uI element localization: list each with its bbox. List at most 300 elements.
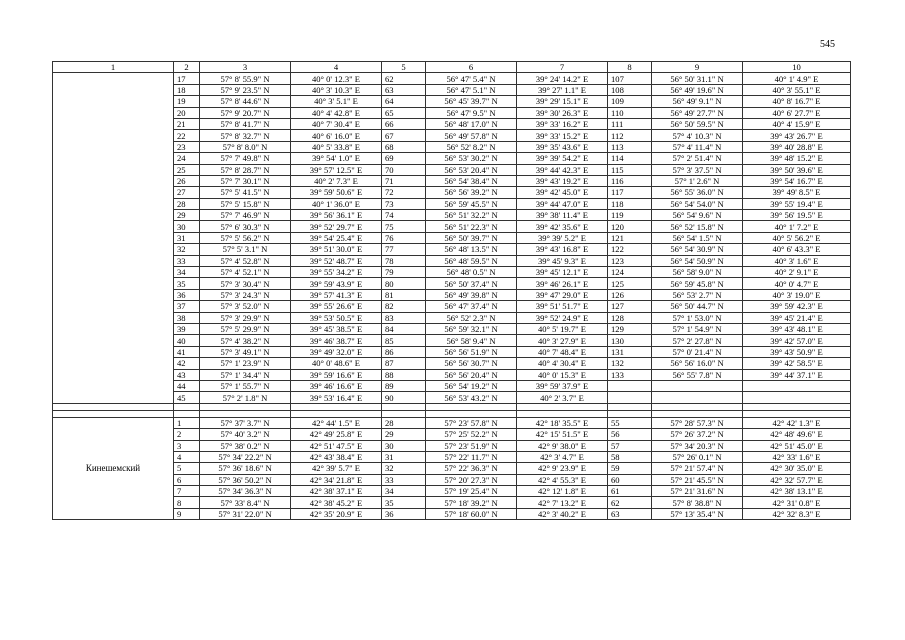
longitude-cell: 42° 12' 1.8" E <box>517 486 608 497</box>
longitude-cell: 39° 55' 26.6" E <box>291 301 382 312</box>
point-number: 65 <box>382 107 426 118</box>
latitude-cell: 56° 54' 50.9" N <box>652 255 743 266</box>
spacer-cell <box>382 403 426 410</box>
latitude-cell: 56° 59' 45.5" N <box>426 198 517 209</box>
latitude-cell: 57° 23' 57.8" N <box>426 417 517 428</box>
longitude-cell: 39° 24' 14.2" E <box>517 73 608 84</box>
point-number: 36 <box>174 289 200 300</box>
spacer-cell <box>743 410 851 417</box>
latitude-cell: 57° 8' 44.6" N <box>200 96 291 107</box>
spacer-cell <box>652 410 743 417</box>
longitude-cell: 39° 42' 58.5" E <box>743 358 851 369</box>
longitude-cell: 40° 1' 7.2" E <box>743 221 851 232</box>
latitude-cell: 57° 3' 49.1" N <box>200 346 291 357</box>
latitude-cell: 56° 53' 30.2" N <box>426 153 517 164</box>
latitude-cell: 56° 58' 9.4" N <box>426 335 517 346</box>
latitude-cell: 56° 49' 57.8" N <box>426 130 517 141</box>
latitude-cell: 56° 48' 59.5" N <box>426 255 517 266</box>
longitude-cell: 39° 40' 28.8" E <box>743 141 851 152</box>
latitude-cell: 57° 1' 23.9" N <box>200 358 291 369</box>
latitude-cell: 56° 49' 39.8" N <box>426 289 517 300</box>
longitude-cell: 39° 38' 11.4" E <box>517 210 608 221</box>
point-number: 20 <box>174 107 200 118</box>
latitude-cell: 57° 2' 27.8" N <box>652 335 743 346</box>
longitude-cell: 42° 34' 21.8" E <box>291 474 382 485</box>
point-number: 123 <box>608 255 652 266</box>
longitude-cell: 39° 46' 16.6" E <box>291 380 382 391</box>
point-number: 34 <box>382 486 426 497</box>
point-number: 63 <box>382 84 426 95</box>
point-number: 60 <box>608 474 652 485</box>
point-number: 79 <box>382 267 426 278</box>
latitude-cell: 57° 7' 30.1" N <box>200 175 291 186</box>
longitude-cell: 39° 59' 37.9" E <box>517 380 608 391</box>
longitude-cell: 39° 35' 43.6" E <box>517 141 608 152</box>
point-number: 126 <box>608 289 652 300</box>
point-number: 55 <box>608 417 652 428</box>
latitude-cell: 57° 5' 41.5" N <box>200 187 291 198</box>
point-number: 116 <box>608 175 652 186</box>
longitude-cell: 39° 52' 48.7" E <box>291 255 382 266</box>
latitude-cell: 56° 51' 32.2" N <box>426 210 517 221</box>
longitude-cell: 42° 49' 25.8" E <box>291 429 382 440</box>
point-number: 26 <box>174 175 200 186</box>
longitude-cell: 42° 42' 1.3" E <box>743 417 851 428</box>
point-number: 33 <box>174 255 200 266</box>
longitude-cell: 39° 42' 35.6" E <box>517 221 608 232</box>
latitude-cell: 56° 56' 16.0" N <box>652 358 743 369</box>
spacer-cell <box>608 403 652 410</box>
longitude-cell: 42° 38' 37.1" E <box>291 486 382 497</box>
point-number: 41 <box>174 346 200 357</box>
latitude-cell <box>652 392 743 403</box>
latitude-cell: 56° 53' 2.7" N <box>652 289 743 300</box>
longitude-cell: 40° 5' 33.8" E <box>291 141 382 152</box>
point-number <box>608 392 652 403</box>
latitude-cell: 56° 58' 9.0" N <box>652 267 743 278</box>
latitude-cell: 56° 47' 5.4" N <box>426 73 517 84</box>
longitude-cell: 39° 53' 16.4" E <box>291 392 382 403</box>
latitude-cell: 57° 1' 55.7" N <box>200 380 291 391</box>
point-number: 61 <box>608 486 652 497</box>
latitude-cell: 57° 5' 56.2" N <box>200 232 291 243</box>
longitude-cell: 39° 45' 12.1" E <box>517 267 608 278</box>
latitude-cell: 57° 36' 50.2" N <box>200 474 291 485</box>
point-number: 28 <box>382 417 426 428</box>
point-number: 59 <box>608 463 652 474</box>
longitude-cell: 42° 33' 1.6" E <box>743 451 851 462</box>
point-number: 80 <box>382 278 426 289</box>
point-number: 27 <box>174 187 200 198</box>
point-number: 82 <box>382 301 426 312</box>
point-number: 89 <box>382 380 426 391</box>
latitude-cell: 57° 38' 0.2" N <box>200 440 291 451</box>
latitude-cell: 57° 18' 39.2" N <box>426 497 517 508</box>
coordinates-table <box>52 61 851 520</box>
latitude-cell: 57° 4' 38.2" N <box>200 335 291 346</box>
longitude-cell: 39° 52' 29.7" E <box>291 221 382 232</box>
point-number: 22 <box>174 130 200 141</box>
latitude-cell: 57° 31' 22.0" N <box>200 508 291 519</box>
latitude-cell: 56° 59' 32.1" N <box>426 323 517 334</box>
point-number: 121 <box>608 232 652 243</box>
longitude-cell: 39° 55' 19.4" E <box>743 198 851 209</box>
latitude-cell: 56° 56' 51.9" N <box>426 346 517 357</box>
point-number: 30 <box>382 440 426 451</box>
longitude-cell: 39° 54' 1.0" E <box>291 153 382 164</box>
latitude-cell: 56° 53' 20.4" N <box>426 164 517 175</box>
point-number: 45 <box>174 392 200 403</box>
column-header: 10 <box>743 62 851 73</box>
latitude-cell: 56° 52' 15.8" N <box>652 221 743 232</box>
longitude-cell: 40° 6' 16.0" E <box>291 130 382 141</box>
latitude-cell: 57° 5' 29.9" N <box>200 323 291 334</box>
latitude-cell: 56° 47' 37.4" N <box>426 301 517 312</box>
longitude-cell: 39° 59' 50.6" E <box>291 187 382 198</box>
latitude-cell: 57° 19' 25.4" N <box>426 486 517 497</box>
latitude-cell: 57° 22' 11.7" N <box>426 451 517 462</box>
latitude-cell: 57° 8' 32.7" N <box>200 130 291 141</box>
point-number: 42 <box>174 358 200 369</box>
point-number: 9 <box>174 508 200 519</box>
spacer-cell <box>53 410 174 417</box>
column-header: 7 <box>517 62 608 73</box>
latitude-cell: 56° 50' 39.7" N <box>426 232 517 243</box>
latitude-cell: 57° 1' 54.9" N <box>652 323 743 334</box>
point-number: 70 <box>382 164 426 175</box>
spacer-row <box>53 403 851 410</box>
longitude-cell: 42° 7' 13.2" E <box>517 497 608 508</box>
latitude-cell: 57° 7' 49.8" N <box>200 153 291 164</box>
point-number: 111 <box>608 118 652 129</box>
latitude-cell: 56° 55' 36.0" N <box>652 187 743 198</box>
latitude-cell: 57° 36' 18.6" N <box>200 463 291 474</box>
latitude-cell: 57° 37' 3.7" N <box>200 417 291 428</box>
latitude-cell: 57° 28' 57.3" N <box>652 417 743 428</box>
point-number: 17 <box>174 73 200 84</box>
point-number: 56 <box>608 429 652 440</box>
longitude-cell: 42° 32' 57.7" E <box>743 474 851 485</box>
longitude-cell: 40° 0' 48.6" E <box>291 358 382 369</box>
longitude-cell <box>743 392 851 403</box>
point-number: 32 <box>174 244 200 255</box>
longitude-cell: 39° 52' 24.9" E <box>517 312 608 323</box>
point-number: 39 <box>174 323 200 334</box>
longitude-cell: 39° 54' 16.7" E <box>743 175 851 186</box>
point-number: 120 <box>608 221 652 232</box>
point-number: 119 <box>608 210 652 221</box>
longitude-cell: 39° 57' 41.3" E <box>291 289 382 300</box>
spacer-cell <box>517 410 608 417</box>
latitude-cell: 57° 8' 28.7" N <box>200 164 291 175</box>
latitude-cell: 56° 52' 8.2" N <box>426 141 517 152</box>
point-number: 130 <box>608 335 652 346</box>
latitude-cell: 57° 34' 36.3" N <box>200 486 291 497</box>
point-number: 75 <box>382 221 426 232</box>
longitude-cell: 42° 31' 0.8" E <box>743 497 851 508</box>
longitude-cell: 39° 43' 50.9" E <box>743 346 851 357</box>
longitude-cell: 40° 5' 56.2" E <box>743 232 851 243</box>
spacer-row <box>53 410 851 417</box>
latitude-cell: 57° 26' 0.1" N <box>652 451 743 462</box>
longitude-cell: 39° 59' 43.9" E <box>291 278 382 289</box>
point-number: 131 <box>608 346 652 357</box>
spacer-cell <box>200 410 291 417</box>
column-header: 9 <box>652 62 743 73</box>
longitude-cell: 39° 54' 25.4" E <box>291 232 382 243</box>
longitude-cell: 39° 43' 26.7" E <box>743 130 851 141</box>
spacer-cell <box>291 403 382 410</box>
point-number: 21 <box>174 118 200 129</box>
point-number: 133 <box>608 369 652 380</box>
column-header: 6 <box>426 62 517 73</box>
latitude-cell: 57° 5' 3.1" N <box>200 244 291 255</box>
point-number: 8 <box>174 497 200 508</box>
longitude-cell: 42° 43' 38.4" E <box>291 451 382 462</box>
point-number: 62 <box>608 497 652 508</box>
longitude-cell: 39° 33' 16.2" E <box>517 118 608 129</box>
longitude-cell: 39° 43' 16.8" E <box>517 244 608 255</box>
latitude-cell: 56° 45' 39.7" N <box>426 96 517 107</box>
latitude-cell: 56° 48' 17.0" N <box>426 118 517 129</box>
longitude-cell: 40° 4' 15.9" E <box>743 118 851 129</box>
point-number: 90 <box>382 392 426 403</box>
longitude-cell: 42° 32' 8.3" E <box>743 508 851 519</box>
latitude-cell: 56° 49' 27.7" N <box>652 107 743 118</box>
point-number: 18 <box>174 84 200 95</box>
latitude-cell: 57° 1' 34.4" N <box>200 369 291 380</box>
column-header: 3 <box>200 62 291 73</box>
region-name <box>53 73 174 403</box>
point-number: 117 <box>608 187 652 198</box>
longitude-cell: 42° 3' 4.7" E <box>517 451 608 462</box>
latitude-cell: 56° 54' 30.9" N <box>652 244 743 255</box>
point-number: 128 <box>608 312 652 323</box>
longitude-cell <box>743 380 851 391</box>
point-number: 6 <box>174 474 200 485</box>
longitude-cell: 40° 3' 19.0" E <box>743 289 851 300</box>
latitude-cell: 56° 48' 0.5" N <box>426 267 517 278</box>
longitude-cell: 39° 50' 39.6" E <box>743 164 851 175</box>
point-number: 72 <box>382 187 426 198</box>
table-row <box>53 417 851 428</box>
longitude-cell: 40° 0' 15.3" E <box>517 369 608 380</box>
spacer-cell <box>174 410 200 417</box>
spacer-cell <box>517 403 608 410</box>
longitude-cell: 39° 49' 8.5" E <box>743 187 851 198</box>
longitude-cell: 40° 3' 1.6" E <box>743 255 851 266</box>
point-number: 83 <box>382 312 426 323</box>
latitude-cell: 57° 8' 41.7" N <box>200 118 291 129</box>
point-number: 64 <box>382 96 426 107</box>
latitude-cell: 57° 0' 21.4" N <box>652 346 743 357</box>
point-number: 110 <box>608 107 652 118</box>
longitude-cell: 40° 1' 36.0" E <box>291 198 382 209</box>
point-number: 3 <box>174 440 200 451</box>
longitude-cell: 39° 48' 15.2" E <box>743 153 851 164</box>
latitude-cell: 56° 49' 19.6" N <box>652 84 743 95</box>
point-number: 43 <box>174 369 200 380</box>
point-number: 108 <box>608 84 652 95</box>
point-number: 67 <box>382 130 426 141</box>
longitude-cell: 40° 2' 9.1" E <box>743 267 851 278</box>
latitude-cell: 56° 50' 31.1" N <box>652 73 743 84</box>
spacer-cell <box>200 403 291 410</box>
latitude-cell: 57° 4' 11.4" N <box>652 141 743 152</box>
point-number: 132 <box>608 358 652 369</box>
longitude-cell: 39° 44' 47.0" E <box>517 198 608 209</box>
latitude-cell: 56° 55' 7.8" N <box>652 369 743 380</box>
longitude-cell: 40° 0' 4.7" E <box>743 278 851 289</box>
longitude-cell: 42° 35' 20.9" E <box>291 508 382 519</box>
latitude-cell: 56° 52' 2.3" N <box>426 312 517 323</box>
point-number: 66 <box>382 118 426 129</box>
point-number: 84 <box>382 323 426 334</box>
spacer-cell <box>426 403 517 410</box>
latitude-cell: 57° 40' 3.2" N <box>200 429 291 440</box>
longitude-cell: 40° 5' 19.7" E <box>517 323 608 334</box>
latitude-cell: 57° 34' 20.3" N <box>652 440 743 451</box>
point-number: 40 <box>174 335 200 346</box>
latitude-cell: 57° 6' 30.3" N <box>200 221 291 232</box>
point-number: 34 <box>174 267 200 278</box>
latitude-cell: 56° 54' 9.6" N <box>652 210 743 221</box>
longitude-cell: 42° 4' 55.3" E <box>517 474 608 485</box>
point-number: 85 <box>382 335 426 346</box>
longitude-cell: 40° 2' 7.3" E <box>291 175 382 186</box>
longitude-cell: 39° 53' 50.5" E <box>291 312 382 323</box>
longitude-cell: 39° 47' 29.0" E <box>517 289 608 300</box>
longitude-cell: 39° 51' 51.7" E <box>517 301 608 312</box>
longitude-cell: 42° 38' 45.2" E <box>291 497 382 508</box>
longitude-cell: 39° 33' 15.2" E <box>517 130 608 141</box>
column-header: 4 <box>291 62 382 73</box>
longitude-cell: 42° 9' 23.9" E <box>517 463 608 474</box>
point-number: 2 <box>174 429 200 440</box>
spacer-cell <box>291 410 382 417</box>
point-number: 24 <box>174 153 200 164</box>
longitude-cell: 39° 59' 16.6" E <box>291 369 382 380</box>
latitude-cell: 57° 8' 38.8" N <box>652 497 743 508</box>
latitude-cell: 57° 3' 29.9" N <box>200 312 291 323</box>
latitude-cell: 57° 18' 60.0" N <box>426 508 517 519</box>
point-number: 31 <box>382 451 426 462</box>
longitude-cell: 39° 56' 36.1" E <box>291 210 382 221</box>
point-number: 122 <box>608 244 652 255</box>
longitude-cell: 39° 51' 30.0" E <box>291 244 382 255</box>
point-number: 33 <box>382 474 426 485</box>
point-number: 32 <box>382 463 426 474</box>
longitude-cell: 39° 27' 1.1" E <box>517 84 608 95</box>
latitude-cell: 57° 3' 37.5" N <box>652 164 743 175</box>
point-number: 37 <box>174 301 200 312</box>
point-number: 31 <box>174 232 200 243</box>
longitude-cell: 40° 3' 27.9" E <box>517 335 608 346</box>
point-number: 77 <box>382 244 426 255</box>
point-number: 4 <box>174 451 200 462</box>
latitude-cell: 56° 50' 37.4" N <box>426 278 517 289</box>
longitude-cell: 40° 6' 43.3" E <box>743 244 851 255</box>
latitude-cell: 57° 25' 52.2" N <box>426 429 517 440</box>
region-name: Кинешемский <box>53 417 174 520</box>
longitude-cell: 40° 0' 12.3" E <box>291 73 382 84</box>
point-number: 63 <box>608 508 652 519</box>
longitude-cell: 40° 7' 30.4" E <box>291 118 382 129</box>
latitude-cell: 57° 4' 52.8" N <box>200 255 291 266</box>
latitude-cell: 57° 4' 10.3" N <box>652 130 743 141</box>
longitude-cell: 42° 44' 1.5" E <box>291 417 382 428</box>
point-number: 127 <box>608 301 652 312</box>
point-number: 57 <box>608 440 652 451</box>
latitude-cell: 57° 9' 20.7" N <box>200 107 291 118</box>
point-number: 29 <box>382 429 426 440</box>
point-number <box>608 380 652 391</box>
latitude-cell: 57° 2' 1.8" N <box>200 392 291 403</box>
latitude-cell: 57° 1' 53.0" N <box>652 312 743 323</box>
latitude-cell: 56° 49' 9.1" N <box>652 96 743 107</box>
spacer-cell <box>382 410 426 417</box>
longitude-cell: 42° 39' 5.7" E <box>291 463 382 474</box>
longitude-cell: 42° 30' 35.0" E <box>743 463 851 474</box>
longitude-cell: 40° 1' 4.9" E <box>743 73 851 84</box>
latitude-cell: 56° 54' 19.2" N <box>426 380 517 391</box>
latitude-cell: 57° 8' 55.9" N <box>200 73 291 84</box>
longitude-cell: 42° 48' 49.6" E <box>743 429 851 440</box>
point-number: 124 <box>608 267 652 278</box>
longitude-cell: 42° 15' 51.5" E <box>517 429 608 440</box>
longitude-cell: 40° 3' 10.3" E <box>291 84 382 95</box>
longitude-cell: 42° 18' 35.5" E <box>517 417 608 428</box>
point-number: 73 <box>382 198 426 209</box>
longitude-cell: 42° 3' 40.2" E <box>517 508 608 519</box>
latitude-cell: 57° 34' 22.2" N <box>200 451 291 462</box>
latitude-cell: 57° 3' 24.3" N <box>200 289 291 300</box>
point-number: 28 <box>174 198 200 209</box>
point-number: 125 <box>608 278 652 289</box>
point-number: 76 <box>382 232 426 243</box>
latitude-cell: 57° 5' 15.8" N <box>200 198 291 209</box>
longitude-cell: 39° 43' 48.1" E <box>743 323 851 334</box>
point-number: 35 <box>382 497 426 508</box>
point-number: 74 <box>382 210 426 221</box>
latitude-cell: 57° 20' 27.3" N <box>426 474 517 485</box>
point-number: 38 <box>174 312 200 323</box>
point-number: 78 <box>382 255 426 266</box>
longitude-cell: 40° 6' 27.7" E <box>743 107 851 118</box>
latitude-cell: 57° 8' 8.0" N <box>200 141 291 152</box>
point-number: 88 <box>382 369 426 380</box>
longitude-cell: 39° 30' 26.3" E <box>517 107 608 118</box>
latitude-cell: 57° 9' 23.5" N <box>200 84 291 95</box>
point-number: 81 <box>382 289 426 300</box>
latitude-cell: 57° 21' 57.4" N <box>652 463 743 474</box>
longitude-cell: 39° 55' 34.2" E <box>291 267 382 278</box>
point-number: 87 <box>382 358 426 369</box>
latitude-cell: 56° 51' 22.3" N <box>426 221 517 232</box>
longitude-cell: 42° 38' 13.1" E <box>743 486 851 497</box>
point-number: 129 <box>608 323 652 334</box>
longitude-cell: 42° 51' 47.5" E <box>291 440 382 451</box>
latitude-cell: 57° 26' 37.2" N <box>652 429 743 440</box>
latitude-cell: 57° 21' 45.5" N <box>652 474 743 485</box>
point-number: 58 <box>608 451 652 462</box>
spacer-cell <box>174 403 200 410</box>
latitude-cell: 57° 21' 31.6" N <box>652 486 743 497</box>
latitude-cell: 56° 47' 5.1" N <box>426 84 517 95</box>
longitude-cell: 39° 29' 15.1" E <box>517 96 608 107</box>
longitude-cell: 39° 43' 19.2" E <box>517 175 608 186</box>
latitude-cell: 56° 59' 45.8" N <box>652 278 743 289</box>
